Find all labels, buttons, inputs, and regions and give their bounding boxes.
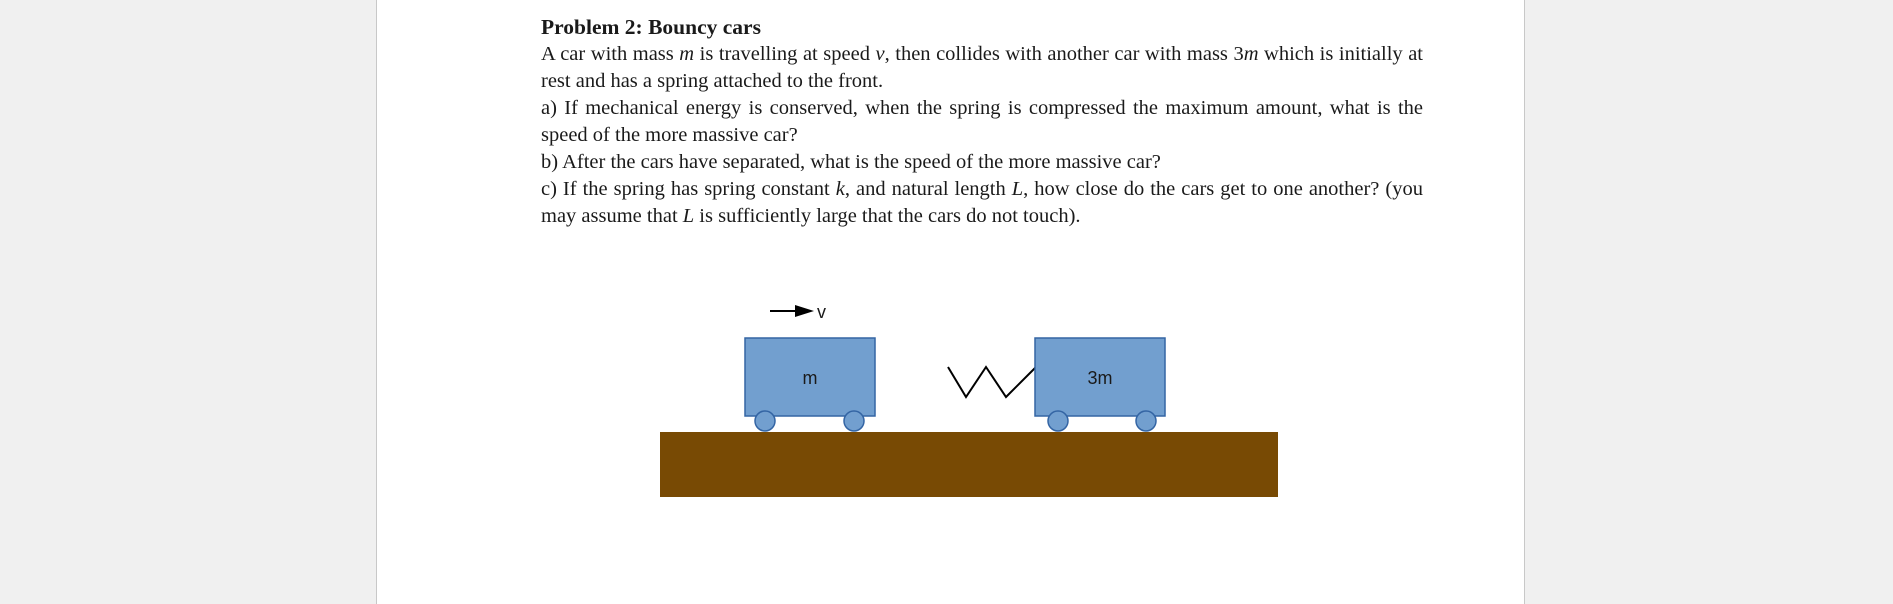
mass-symbol-2: m xyxy=(1243,43,1259,65)
part-c-text-1: c) If the spring has spring constant xyxy=(541,178,836,200)
car-heavy-wheel-left xyxy=(1048,411,1068,431)
velocity-arrow xyxy=(770,305,814,317)
spring-constant-symbol: k xyxy=(835,178,845,200)
intro-text-3: , then collides with another car with mass 3 xyxy=(884,43,1244,65)
part-c-text-4: is sufficiently large that the cars do not touch). xyxy=(694,205,1081,227)
car-light-wheel-left xyxy=(755,411,775,431)
car-light-label: m xyxy=(802,368,818,388)
length-symbol-2: L xyxy=(682,205,695,227)
intro-text-2: is travelling at speed xyxy=(694,43,876,65)
car-light-wheel-right xyxy=(844,411,864,431)
intro-text-1: A car with mass xyxy=(541,43,680,65)
problem-title: Problem 2: Bouncy cars xyxy=(541,15,761,39)
length-symbol: L xyxy=(1011,178,1024,200)
bouncy-cars-figure xyxy=(660,295,1320,505)
problem-intro xyxy=(541,41,1423,95)
car-light xyxy=(745,338,875,431)
part-c-text-3: , how close do the cars get to one another? (you may assume that xyxy=(541,178,1423,227)
part-c xyxy=(541,176,1423,230)
mass-symbol: m xyxy=(679,43,695,65)
spring xyxy=(948,367,1036,397)
intro-text-4: which is initially at rest and has a spring attached to the front. xyxy=(541,43,1423,92)
document-page xyxy=(376,0,1525,604)
car-heavy-wheel-right xyxy=(1136,411,1156,431)
part-b: b) After the cars have separated, what is the speed of the more massive car? xyxy=(541,151,1161,173)
arrow-head xyxy=(795,305,814,317)
problem-text xyxy=(541,14,1423,230)
part-c-text-2: , and natural length xyxy=(844,178,1012,200)
figure-svg xyxy=(660,295,1320,505)
velocity-label: v xyxy=(817,302,826,322)
speed-symbol: v xyxy=(875,43,885,65)
ground xyxy=(660,432,1278,497)
car-heavy xyxy=(1035,338,1165,431)
part-a: a) If mechanical energy is conserved, when the spring is compressed the maximum amount, what is the speed of the more massive car? xyxy=(541,97,1423,146)
car-heavy-label: 3m xyxy=(1087,368,1113,388)
